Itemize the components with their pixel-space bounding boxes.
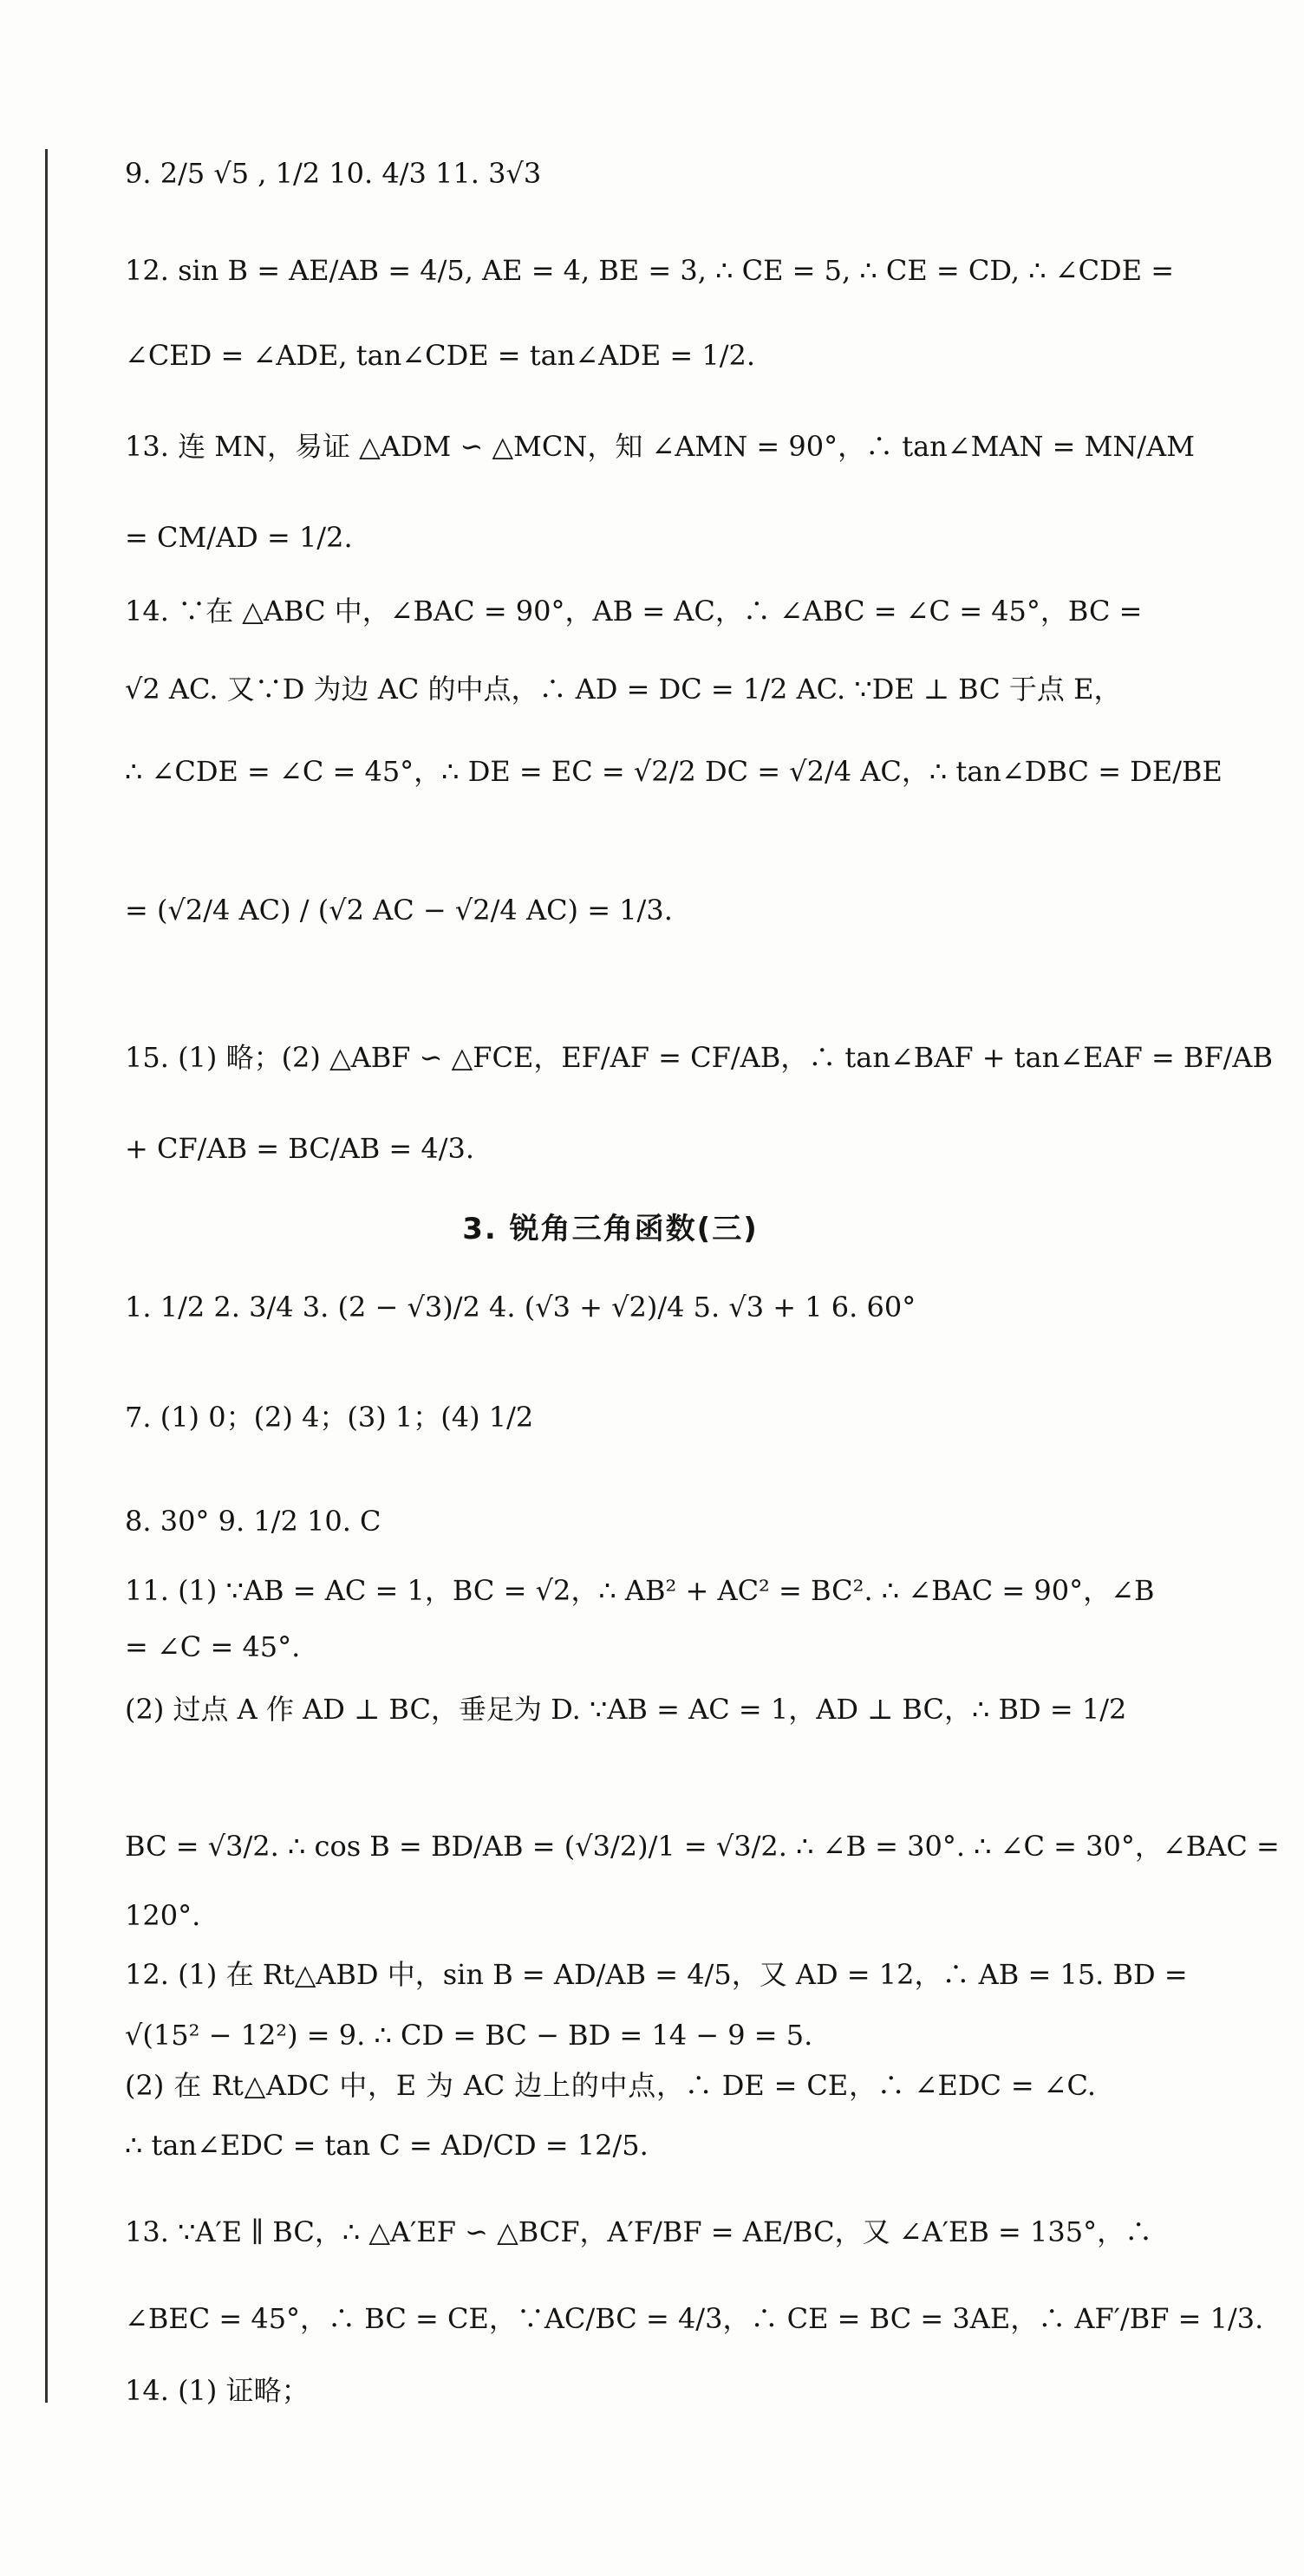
answer-line: 13. 连 MN，易证 △ADM ∽ △MCN，知 ∠AMN = 90°，∴ tan∠MAN = MN/AM [125, 430, 1196, 463]
answer-line: + CF/AB = BC/AB = 4/3. [125, 1132, 475, 1165]
section-heading: 3. 锐角三角函数(三) [462, 1212, 759, 1246]
answer-line: ∴ tan∠EDC = tan C = AD/CD = 12/5. [125, 2129, 649, 2162]
answer-line: BC = √3/2. ∴ cos B = BD/AB = (√3/2)/1 = √3/2. ∴ ∠B = 30°. ∴ ∠C = 30°，∠BAC = [125, 1830, 1280, 1863]
answer-line: 13. ∵A′E ∥ BC，∴ △A′EF ∽ △BCF，A′F/BF = AE/BC，又 ∠A′EB = 135°，∴ [125, 2215, 1153, 2248]
answer-line: √2 AC. 又∵D 为边 AC 的中点，∴ AD = DC = 1/2 AC. ∵DE ⊥ BC 于点 E， [125, 673, 1122, 706]
answer-line: 15. (1) 略；(2) △ABF ∽ △FCE，EF/AF = CF/AB，∴ tan∠BAF + tan∠EAF = BF/AB [125, 1041, 1274, 1074]
answer-line: 1. 1/2 2. 3/4 3. (2 − √3)/2 4. (√3 + √2)/4 5. √3 + 1 6. 60° [125, 1291, 916, 1324]
answer-line: ∠BEC = 45°，∴ BC = CE，∵AC/BC = 4/3，∴ CE = BC = 3AE，∴ AF′/BF = 1/3. [125, 2302, 1264, 2335]
answer-line: = ∠C = 45°. [125, 1630, 301, 1663]
answer-line: 12. (1) 在 Rt△ABD 中，sin B = AD/AB = 4/5，又 AD = 12，∴ AB = 15. BD = [125, 1958, 1188, 1991]
answer-line: 12. sin B = AE/AB = 4/5, AE = 4, BE = 3, ∴ CE = 5, ∴ CE = CD, ∴ ∠CDE = [125, 254, 1175, 287]
answer-line: 14. (1) 证略； [125, 2374, 310, 2407]
answer-line: √(15² − 12²) = 9. ∴ CD = BC − BD = 14 − 9 = 5. [125, 2019, 813, 2052]
answer-line: = CM/AD = 1/2. [125, 521, 353, 554]
answer-line: 9. 2/5 √5 , 1/2 10. 4/3 11. 3√3 [125, 157, 542, 190]
answer-line: = (√2/4 AC) / (√2 AC − √2/4 AC) = 1/3. [125, 894, 673, 927]
answer-line: (2) 过点 A 作 AD ⊥ BC，垂足为 D. ∵AB = AC = 1，AD ⊥ BC，∴ BD = 1/2 [125, 1693, 1127, 1726]
answer-line: 8. 30° 9. 1/2 10. C [125, 1505, 381, 1538]
answer-line: ∴ ∠CDE = ∠C = 45°，∴ DE = EC = √2/2 DC = √2/4 AC，∴ tan∠DBC = DE/BE [125, 755, 1222, 788]
answer-line: (2) 在 Rt△ADC 中，E 为 AC 边上的中点，∴ DE = CE，∴ ∠EDC = ∠C. [125, 2069, 1096, 2102]
answer-line: 7. (1) 0；(2) 4；(3) 1；(4) 1/2 [125, 1401, 534, 1434]
answer-line: 11. (1) ∵AB = AC = 1，BC = √2，∴ AB² + AC² = BC². ∴ ∠BAC = 90°，∠B [125, 1574, 1155, 1607]
answer-line: ∠CED = ∠ADE, tan∠CDE = tan∠ADE = 1/2. [125, 339, 756, 372]
margin-rule [45, 149, 48, 2403]
answer-line: 120°. [125, 1899, 201, 1932]
answer-line: 14. ∵在 △ABC 中，∠BAC = 90°，AB = AC，∴ ∠ABC = ∠C = 45°，BC = [125, 595, 1143, 628]
